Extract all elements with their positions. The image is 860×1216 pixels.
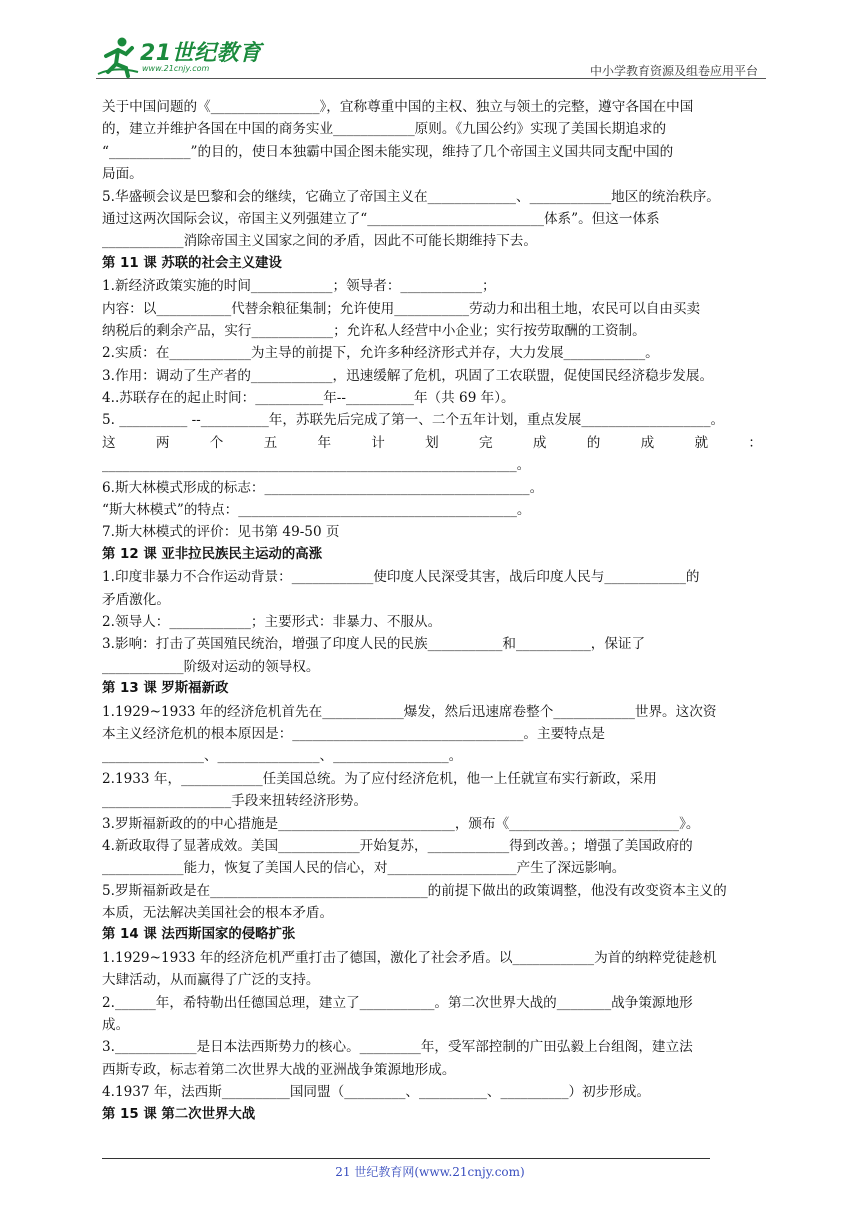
text-line: 6.斯大林模式形成的标志：_______________________________________。 [102,479,544,496]
logo-url: www.21cnjy.com [142,64,210,73]
text-line: 关于中国问题的《________________》，宜称尊重中国的主权、独立与领土的完整，遵守各国在中国 [102,99,694,115]
text-char: 成 [640,434,655,451]
lesson-heading: 第 13 课 罗斯福新政 [102,681,229,697]
text-line: 1.1929~1933 年的经济危机首先在____________爆发，然后迅速席卷整个____________世界。这次资 [102,703,717,720]
text-char: 两 [155,434,170,451]
text-char: 完 [479,434,493,451]
text-line: 矛盾激化。 [102,591,170,608]
site-logo[interactable] [96,34,266,78]
text-line: ____________能力，恢复了美国人民的信心，对___________________产生了深远影响。 [102,860,626,877]
text-line: 5.罗斯福新政是在________________________________的前提下做出的政策调整，他没有改变资本主义的 [102,882,727,899]
text-line: 4.1937 年，法西斯__________国同盟（_________、__________、__________）初步形成。 [102,1084,651,1101]
text-char: 就 [694,434,709,451]
text-line: 3.影响：打击了英国殖民统治，增强了印度人民的民族___________和___________，保证了 [102,636,646,653]
lesson-heading: 第 15 课 第二次世界大战 [102,1106,256,1122]
text-char: ： [748,434,762,451]
text-line: “____________”的目的，使日本独霸中国企图未能实现，维持了几个帝国主义国共同支配中国的 [102,143,674,160]
runner-logo-icon [96,34,140,78]
text-line: 1.新经济政策实施的时间____________；领导者：____________； [102,278,496,295]
text-line: 3.罗斯福新政的的中心措施是__________________________，颁布《_________________________》。 [102,815,700,832]
text-line [102,432,762,454]
text-line: 1.1929~1933 年的经济危机严重打击了德国，激化了社会矛盾。以____________为首的纳粹党徒趁机 [102,949,717,966]
text-line: 本主义经济危机的根本原因是：__________________________________。主要特点是 [102,725,605,742]
text-line: 成。 [102,1017,130,1034]
text-line: 4..苏联存在的起止时间：__________年--__________年（共 69 年）。 [102,390,515,407]
text-line: 3.作用：调动了生产者的____________，迅速缓解了危机，巩固了工农联盟，促使国民经济稳步发展。 [102,367,714,384]
text-line: 3.____________是日本法西斯势力的核心。_________年，受军部控制的广田弘毅上台组阁，建立法 [102,1039,693,1056]
text-line: 2.______年，希特勒出任德国总理，建立了___________。第二次世界大战的________战争策源地形 [102,994,693,1011]
lesson-heading: 第 14 课 法西斯国家的侵略扩张 [102,927,296,943]
platform-name: 中小学教育资源及组卷应用平台 [589,64,758,78]
text-line: ____________消除帝国主义国家之间的矛盾，因此不可能长期维持下去。 [102,233,537,250]
lesson-heading: 第 11 课 苏联的社会主义建设 [102,255,282,271]
text-line: ___________________手段来扭转经济形势。 [102,793,368,810]
footer-text[interactable]: 21 世纪教育网(www.21cnjy.com) [335,1165,525,1179]
text-line: 4.新政取得了显著成效。美国____________开始复苏，____________得到改善。；增强了美国政府的 [102,837,693,854]
text-line: “斯大林模式”的特点：_________________________________________。 [102,502,531,519]
text-char: 成 [532,434,547,451]
footer-divider [102,1158,710,1159]
text-line: 2.领导人：____________；主要形式：非暴力、不服从。 [102,613,442,630]
text-line: 大肆活动，从而赢得了广泛的支持。 [102,972,320,989]
text-line: 2.实质：在____________为主导的前提下，允许多种经济形式并存，大力发展____________。 [102,345,659,362]
text-line: 7.斯大林模式的评价：见书第 49-50 页 [102,524,340,541]
text-line: ____________阶级对运动的领导权。 [102,658,320,675]
text-line: _____________________________________________________________。 [102,457,531,474]
page-header [96,30,766,80]
document-body [102,96,762,1126]
lesson-heading: 第 12 课 亚非拉民族民主运动的高涨 [102,546,323,562]
text-char: 划 [425,434,439,451]
text-char: 年 [317,434,332,451]
text-line: 西斯专政，标志着第二次世界大战的亚洲战争策源地形成。 [102,1061,456,1078]
text-line: 纳税后的剩余产品，实行____________；允许私人经营中小企业；实行按劳取酬的工资制。 [102,322,646,339]
text-line: 5. __________ --__________年，苏联先后完成了第一、二个五年计划，重点发展___________________。 [102,412,725,429]
text-line: 2.1933 年，____________任美国总统。为了应付经济危机，他一上任就宣布实行新政，采用 [102,770,657,787]
text-char: 这 [102,434,116,451]
text-line: 内容：以___________代替余粮征集制；允许使用___________劳动力和出租土地，农民可以自由买卖 [102,300,701,317]
text-char: 的 [586,434,601,451]
header-divider [96,78,766,79]
text-char: 个 [209,434,224,451]
text-char: 五 [263,434,278,451]
text-line: 的，建立并维护各国在中国的商务实业____________原则。《九国公约》实现了美国长期追求的 [102,121,667,138]
text-line: 本质，无法解决美国社会的根本矛盾。 [102,905,334,922]
text-line: 1.印度非暴力不合作运动背景：____________使印度人民深受其害，战后印度人民与____________的 [102,569,700,586]
text-line: 5.华盛顿会议是巴黎和会的继续，它确立了帝国主义在_____________、____________地区的统治秩序。 [102,188,720,205]
text-char: 计 [371,434,385,451]
text-line: _______________、_______________、_________________。 [102,748,463,765]
text-line: 通过这两次国际会议，帝国主义列强建立了“__________________________体系”。但这一体系 [102,210,660,227]
text-line: 局面。 [102,166,143,183]
logo-text: 21世纪教育 [140,41,262,66]
